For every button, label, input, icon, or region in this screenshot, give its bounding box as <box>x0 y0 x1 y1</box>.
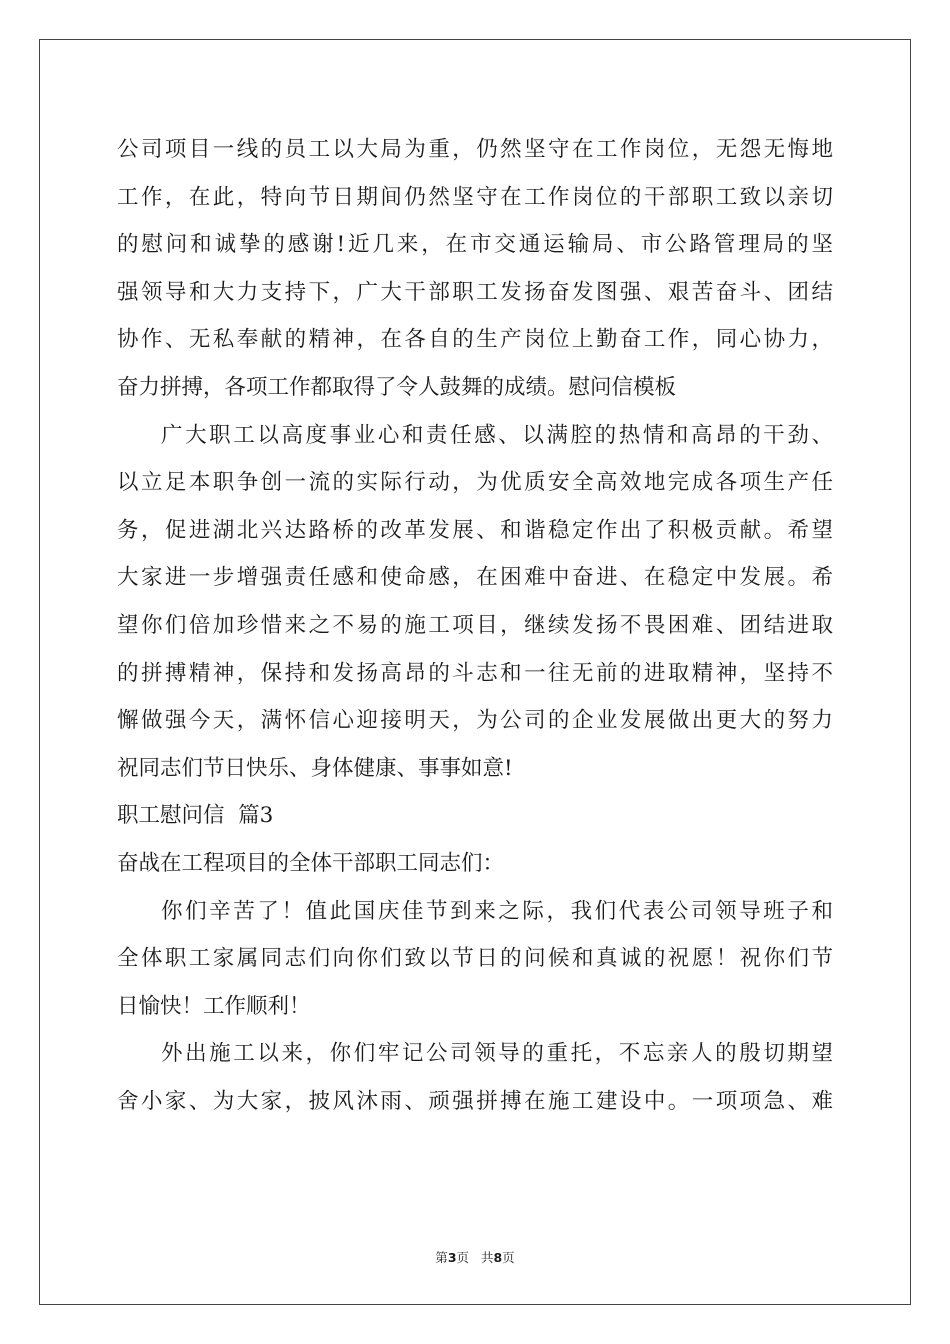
text-line: 祝同志们节日快乐、身体健康、事事如意! <box>117 755 513 781</box>
text-line: 的慰问和诚挚的感谢!近几来，在市交通运输局、市公路管理局的坚 <box>117 232 833 258</box>
total-prefix: 共 <box>480 1250 494 1265</box>
text-line: 工作，在此，特向节日期间仍然坚守在工作岗位的干部职工致以亲切 <box>117 184 833 210</box>
text-line: 奋力拼搏，各项工作都取得了令人鼓舞的成绩。慰问信模板 <box>117 374 677 400</box>
text-line: 你们辛苦了！值此国庆佳节到来之际，我们代表公司领导班子和 <box>161 898 833 924</box>
text-line: 的拼搏精神，保持和发扬高昂的斗志和一往无前的进取精神，坚持不 <box>117 660 833 686</box>
text-line: 望你们倍加珍惜来之不易的施工项目，继续发扬不畏困难、团结进取 <box>117 612 833 638</box>
page-footer <box>0 1248 950 1266</box>
text-line: 以立足本职争创一流的实际行动，为优质安全高效地完成各项生产任 <box>117 470 833 496</box>
text-line: 日愉快！工作顺利！ <box>117 993 311 1019</box>
page-prefix: 第 <box>435 1250 448 1265</box>
total-pages: 8 <box>493 1250 503 1265</box>
text-line: 懈做强今天，满怀信心迎接明天，为公司的企业发展做出更大的努力 <box>117 708 833 734</box>
text-line: 舍小家、为大家，披风沐雨、顽强拼搏在施工建设中。一项项急、难 <box>117 1088 833 1114</box>
text-line: 务，促进湖北兴达路桥的改革发展、和谐稳定作出了积极贡献。希望 <box>117 517 833 543</box>
text-line: 广大职工以高度事业心和责任感、以满腔的热情和高昂的干劲、 <box>161 422 833 448</box>
salutation: 奋战在工程项目的全体干部职工同志们： <box>117 850 505 876</box>
text-line: 外出施工以来，你们牢记公司领导的重托，不忘亲人的殷切期望 <box>161 1041 833 1067</box>
section-heading: 职工慰问信 篇3 <box>117 803 274 829</box>
text-line: 协作、无私奉献的精神，在各自的生产岗位上勤奋工作，同心协力， <box>117 327 833 353</box>
text-line: 全体职工家属同志们向你们致以节日的问候和真诚的祝愿！祝你们节 <box>117 946 833 972</box>
text-line: 公司项目一线的员工以大局为重，仍然坚守在工作岗位，无怨无悔地 <box>117 137 833 162</box>
page-suffix: 页 <box>456 1250 470 1265</box>
total-suffix: 页 <box>502 1250 515 1265</box>
document-body <box>117 126 833 1125</box>
page-number: 3 <box>447 1250 457 1265</box>
text-line: 大家进一步增强责任感和使命感，在困难中奋进、在稳定中发展。希 <box>117 565 833 591</box>
text-line: 强领导和大力支持下，广大干部职工发扬奋发图强、艰苦奋斗、团结 <box>117 279 833 305</box>
